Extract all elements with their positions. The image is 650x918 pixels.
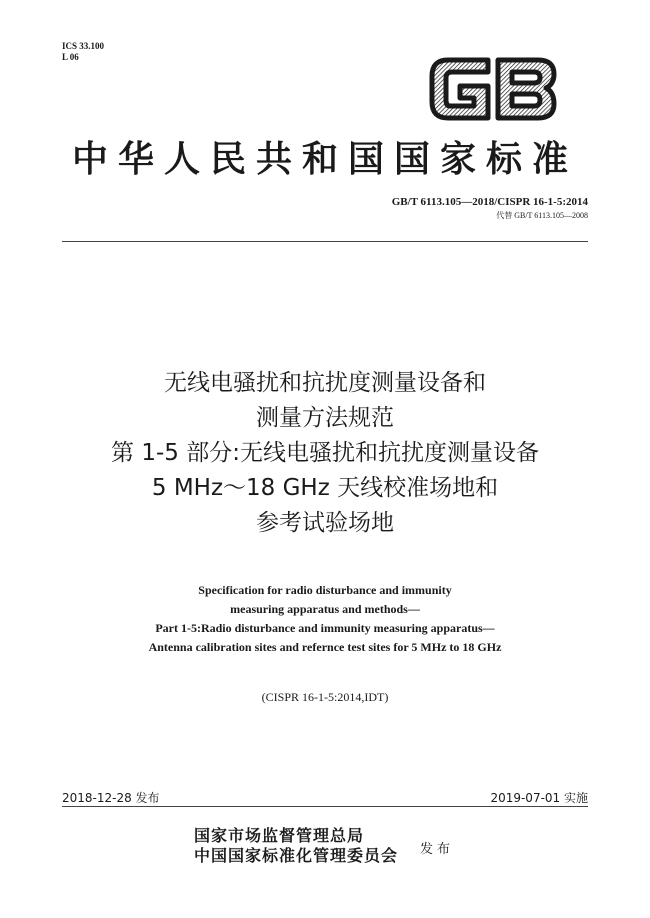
english-title-line: measuring apparatus and methods— <box>230 602 420 616</box>
header-divider <box>62 241 588 242</box>
publish-label: 发布 <box>420 842 455 857</box>
english-title <box>0 581 650 657</box>
logo-letter-g <box>432 60 488 118</box>
standard-code: GB/T 6113.105—2018/CISPR 16-1-5:2014 <box>391 196 588 208</box>
chinese-title <box>0 366 650 541</box>
footer-divider <box>62 806 588 807</box>
implementation-date: 2019-07-01 实施 <box>490 791 588 805</box>
logo-letter-b <box>498 60 554 118</box>
chinese-title-line: 5 MHz～18 GHz 天线校准场地和 <box>151 475 499 501</box>
chinese-title-line: 测量方法规范 <box>256 405 394 431</box>
chinese-title-line: 无线电骚扰和抗扰度测量设备和 <box>164 370 486 396</box>
gb-logo <box>426 54 560 124</box>
ics-code: ICS 33.100 <box>62 41 105 51</box>
classification-codes <box>62 41 104 63</box>
chinese-title-line: 参考试验场地 <box>256 510 394 536</box>
issuing-authorities <box>194 826 398 866</box>
replaces-note: 代替 GB/T 6113.105—2008 <box>496 211 588 220</box>
english-title-line: Antenna calibration sites and refernce test sites for 5 MHz to 18 GHz <box>148 640 502 654</box>
issue-date: 2018-12-28 发布 <box>62 791 160 805</box>
issuer: 国家市场监督管理总局 <box>194 826 365 845</box>
issuer: 中国国家标准化管理委员会 <box>194 846 399 865</box>
chinese-title-line: 第 1-5 部分:无线电骚扰和抗扰度测量设备 <box>111 440 539 466</box>
english-title-line: Specification for radio disturbance and immunity <box>198 583 452 597</box>
ccs-code: L 06 <box>62 52 79 62</box>
standard-title: 中华人民共和国国家标准 <box>71 138 578 180</box>
adoption-note: (CISPR 16-1-5:2014,IDT) <box>261 690 389 704</box>
english-title-line: Part 1-5:Radio disturbance and immunity measuring apparatus— <box>155 621 495 635</box>
